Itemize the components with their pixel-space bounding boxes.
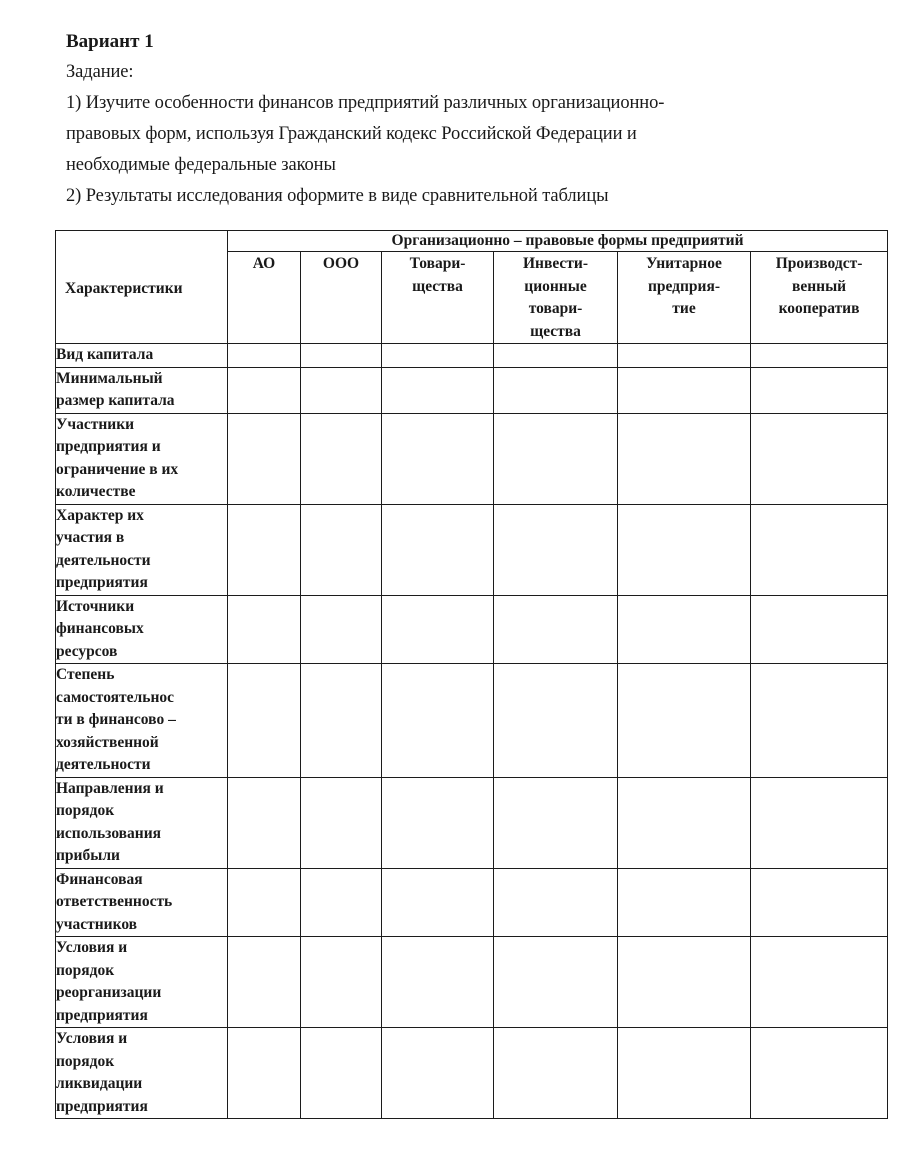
table-cell[interactable] xyxy=(228,367,301,413)
table-cell[interactable] xyxy=(618,868,751,937)
table-cell[interactable] xyxy=(494,868,618,937)
row-label xyxy=(56,367,228,413)
table-cell[interactable] xyxy=(228,868,301,937)
table-cell[interactable] xyxy=(382,595,494,664)
row-label-line: Степень xyxy=(56,666,115,683)
table-row xyxy=(56,413,888,504)
row-label-line: использования xyxy=(56,824,162,842)
task-label: Задание: xyxy=(66,62,134,82)
table-cell[interactable] xyxy=(382,937,494,1028)
row-label-line: ответственность xyxy=(56,893,173,910)
table-cell[interactable] xyxy=(228,595,301,664)
characteristics-header: Характеристики xyxy=(56,231,228,344)
table-cell[interactable] xyxy=(301,1028,382,1119)
row-label-line: предприятия xyxy=(56,1006,148,1024)
column-header-line: щества xyxy=(412,277,463,295)
table-cell[interactable] xyxy=(301,344,382,368)
table-cell[interactable] xyxy=(751,595,888,664)
table-cell[interactable] xyxy=(494,937,618,1028)
table-cell[interactable] xyxy=(751,413,888,504)
table-row xyxy=(56,868,888,937)
column-header-line: товари- xyxy=(528,300,583,317)
table-cell[interactable] xyxy=(494,664,618,778)
table-cell[interactable] xyxy=(618,1028,751,1119)
row-label-line: Направления и xyxy=(56,779,164,797)
table-cell[interactable] xyxy=(228,664,301,778)
row-label-line: Источники xyxy=(56,597,135,615)
table-cell[interactable] xyxy=(751,868,888,937)
table-row xyxy=(56,367,888,413)
column-header-line: ООО xyxy=(322,255,360,272)
row-label-line: Вид капитала xyxy=(56,346,154,363)
row-label-line: самостоятельнос xyxy=(56,688,174,706)
table-cell[interactable] xyxy=(228,413,301,504)
column-header xyxy=(301,252,382,344)
table-cell[interactable] xyxy=(618,367,751,413)
row-label-line: Условия и xyxy=(56,1030,128,1047)
table-cell[interactable] xyxy=(382,344,494,368)
table-cell[interactable] xyxy=(751,777,888,868)
document-header xyxy=(66,28,886,212)
table-cell[interactable] xyxy=(382,413,494,504)
row-label xyxy=(56,595,228,664)
row-label xyxy=(56,1028,228,1119)
row-label-line: предприятия xyxy=(56,1097,148,1115)
table-cell[interactable] xyxy=(618,937,751,1028)
table-cell[interactable] xyxy=(382,664,494,778)
row-label-line: ограничение в их xyxy=(56,460,179,478)
table-row xyxy=(56,1028,888,1119)
column-header-line: Производст- xyxy=(775,255,863,272)
row-label-line: прибыли xyxy=(56,847,120,864)
task-line: 2) Результаты исследования оформите в виде сравнительной таблицы xyxy=(66,186,609,206)
table-cell[interactable] xyxy=(494,413,618,504)
table-cell[interactable] xyxy=(301,777,382,868)
row-label-line: количестве xyxy=(56,483,136,500)
table-cell[interactable] xyxy=(301,413,382,504)
table-cell[interactable] xyxy=(301,367,382,413)
table-cell[interactable] xyxy=(751,344,888,368)
row-label-line: хозяйственной xyxy=(56,733,159,751)
column-header-line: Товари- xyxy=(409,255,466,272)
table-cell[interactable] xyxy=(618,595,751,664)
table-row xyxy=(56,344,888,368)
row-label-line: порядок xyxy=(56,802,115,819)
row-label xyxy=(56,937,228,1028)
task-line: необходимые федеральные законы xyxy=(66,155,336,175)
column-header-line: Унитарное xyxy=(646,255,722,272)
row-label-line: размер капитала xyxy=(56,392,175,409)
row-label-line: финансовых xyxy=(56,620,144,637)
row-label xyxy=(56,504,228,595)
legal-forms-group-header: Организационно – правовые формы предприятий xyxy=(228,231,888,252)
table-cell[interactable] xyxy=(494,777,618,868)
table-row xyxy=(56,504,888,595)
table-cell[interactable] xyxy=(751,504,888,595)
column-header xyxy=(618,252,751,344)
table-cell[interactable] xyxy=(618,504,751,595)
row-label-line: ти в финансово – xyxy=(56,711,176,728)
row-label-line: Условия и xyxy=(56,939,128,956)
row-label-line: деятельности xyxy=(56,551,151,569)
column-header-line: ционные xyxy=(524,277,587,295)
table-cell[interactable] xyxy=(751,937,888,1028)
row-label-line: реорганизации xyxy=(56,984,162,1001)
row-label-line: участников xyxy=(56,915,138,933)
table-cell[interactable] xyxy=(751,664,888,778)
table-cell[interactable] xyxy=(301,664,382,778)
table-cell[interactable] xyxy=(382,504,494,595)
table-row xyxy=(56,595,888,664)
table-cell[interactable] xyxy=(751,367,888,413)
table-cell[interactable] xyxy=(228,937,301,1028)
table-cell[interactable] xyxy=(301,595,382,664)
table-cell[interactable] xyxy=(228,504,301,595)
task-line: правовых форм, используя Гражданский кодекс Российской Федерации и xyxy=(66,124,637,144)
row-label-line: предприятия xyxy=(56,574,148,591)
table-cell[interactable] xyxy=(301,504,382,595)
row-label xyxy=(56,413,228,504)
column-header-line: щества xyxy=(530,322,581,340)
table-cell[interactable] xyxy=(494,344,618,368)
table-cell[interactable] xyxy=(494,504,618,595)
table-row xyxy=(56,664,888,778)
task-line: 1) Изучите особенности финансов предприятий различных организационно- xyxy=(66,93,665,113)
table-cell[interactable] xyxy=(618,664,751,778)
table-cell[interactable] xyxy=(301,937,382,1028)
column-header-line: тие xyxy=(672,300,696,317)
column-header xyxy=(751,252,888,344)
row-label-line: ликвидации xyxy=(56,1075,143,1092)
row-label-line: предприятия и xyxy=(56,438,161,455)
row-label-line: Участники xyxy=(56,415,135,433)
table-cell[interactable] xyxy=(494,1028,618,1119)
table-row xyxy=(56,777,888,868)
table-cell[interactable] xyxy=(228,777,301,868)
column-header-line: предприя- xyxy=(647,277,721,295)
table-cell[interactable] xyxy=(228,1028,301,1119)
table-cell[interactable] xyxy=(382,868,494,937)
table-cell[interactable] xyxy=(494,595,618,664)
table-cell[interactable] xyxy=(618,413,751,504)
row-label xyxy=(56,777,228,868)
row-label-line: Минимальный xyxy=(56,369,163,387)
table-cell[interactable] xyxy=(751,1028,888,1119)
row-label-line: деятельности xyxy=(56,756,151,773)
column-header-line: АО xyxy=(252,255,276,272)
comparison-table xyxy=(55,230,888,1119)
row-label-line: порядок xyxy=(56,1052,115,1070)
table-cell[interactable] xyxy=(494,367,618,413)
row-label xyxy=(56,868,228,937)
column-header-line: кооператив xyxy=(778,300,860,317)
row-label-line: ресурсов xyxy=(56,642,118,660)
column-header xyxy=(494,252,618,344)
column-header xyxy=(228,252,301,344)
table-cell[interactable] xyxy=(618,777,751,868)
table-cell[interactable] xyxy=(228,344,301,368)
table-row xyxy=(56,937,888,1028)
table-cell[interactable] xyxy=(618,344,751,368)
row-label-line: участия в xyxy=(56,529,125,546)
table-cell[interactable] xyxy=(301,868,382,937)
row-label-line: Финансовая xyxy=(56,870,143,888)
table-cell[interactable] xyxy=(382,777,494,868)
row-label-line: Характер их xyxy=(56,506,144,524)
row-label-line: порядок xyxy=(56,961,115,979)
table-cell[interactable] xyxy=(382,1028,494,1119)
column-header-line: венный xyxy=(791,277,847,295)
table-cell[interactable] xyxy=(382,367,494,413)
column-header xyxy=(382,252,494,344)
row-label xyxy=(56,344,228,368)
variant-title: Вариант 1 xyxy=(66,31,154,52)
row-label xyxy=(56,664,228,778)
column-header-line: Инвести- xyxy=(522,255,588,272)
